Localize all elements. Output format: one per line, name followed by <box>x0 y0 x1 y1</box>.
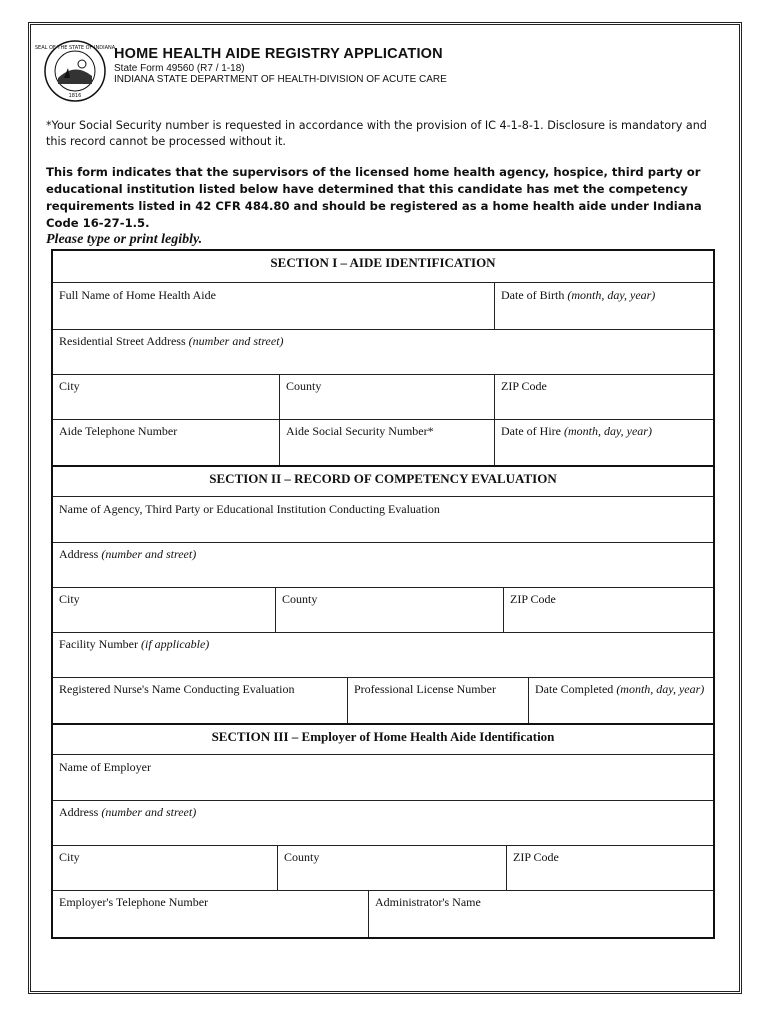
s3-row-city <box>53 845 713 891</box>
street-hint: (number and street) <box>188 334 284 348</box>
section-1-title: SECTION I – AIDE IDENTIFICATION <box>53 251 713 283</box>
agency-county-field[interactable] <box>275 587 503 632</box>
administrator-name-field[interactable] <box>368 890 713 937</box>
hire-label: Date of Hire <box>501 424 561 438</box>
agency-name-field[interactable] <box>53 497 713 542</box>
residential-address-field[interactable] <box>53 329 713 374</box>
completed-hint: (month, day, year) <box>616 682 705 696</box>
department-name: INDIANA STATE DEPARTMENT OF HEALTH-DIVISION OF ACUTE CARE <box>114 74 447 85</box>
aide-zip-field[interactable] <box>494 374 713 419</box>
state-form-number: State Form 49560 (R7 / 1-18) <box>114 63 245 74</box>
dob-label: Date of Birth <box>501 288 565 302</box>
employer-address-label: Address <box>59 805 99 819</box>
s2-row-facility <box>53 632 713 678</box>
facility-hint: (if applicable) <box>140 637 210 651</box>
s1-row-city <box>53 374 713 420</box>
agency-county-label: County <box>282 592 318 606</box>
date-completed-field[interactable] <box>528 677 713 723</box>
aide-phone-field[interactable] <box>53 419 279 465</box>
employer-address-field[interactable] <box>53 800 713 845</box>
facility-label: Facility Number <box>59 637 138 651</box>
agency-address-field[interactable] <box>53 542 713 587</box>
date-of-birth-field[interactable] <box>494 283 713 329</box>
s1-row-name <box>53 283 713 330</box>
full-name-field[interactable] <box>53 283 494 329</box>
agency-city-label: City <box>59 592 80 606</box>
date-of-hire-field[interactable] <box>494 419 713 465</box>
agency-zip-label: ZIP Code <box>510 592 556 606</box>
rn-name-field[interactable] <box>53 677 347 723</box>
facility-number-field[interactable] <box>53 632 713 677</box>
form-title: HOME HEALTH AIDE REGISTRY APPLICATION <box>114 46 443 62</box>
application-form <box>51 249 715 939</box>
s1-row-phone <box>53 419 713 467</box>
agency-address-hint: (number and street) <box>101 547 197 561</box>
aide-ssn-field[interactable] <box>279 419 494 465</box>
s2-row-address <box>53 542 713 588</box>
employer-city-label: City <box>59 850 80 864</box>
section-2-title: SECTION II – RECORD OF COMPETENCY EVALUATION <box>53 467 713 497</box>
phone-label: Aide Telephone Number <box>59 424 178 438</box>
agency-city-field[interactable] <box>53 587 275 632</box>
employer-zip-field[interactable] <box>506 845 713 890</box>
section-3-title: SECTION III – Employer of Home Health Aide Identification <box>53 725 713 755</box>
aide-county-field[interactable] <box>279 374 494 419</box>
s3-row-address <box>53 800 713 846</box>
agency-label: Name of Agency, Third Party or Educational Institution Conducting Evaluation <box>59 502 440 516</box>
s2-row-agency <box>53 497 713 543</box>
ssn-label: Aide Social Security Number* <box>286 424 434 438</box>
employer-phone-label: Employer's Telephone Number <box>59 895 209 909</box>
county-label: County <box>286 379 322 393</box>
s3-row-employer <box>53 755 713 801</box>
zip-label: ZIP Code <box>501 379 547 393</box>
employer-phone-field[interactable] <box>53 890 368 937</box>
ssn-notice: *Your Social Security number is requested in accordance with the provision of IC 4-1-8-1. Disclosure is mandatory and this record cannot be processed without it. <box>46 119 707 148</box>
admin-label: Administrator's Name <box>375 895 481 909</box>
city-label: City <box>59 379 80 393</box>
agency-address-label: Address <box>59 547 99 561</box>
indiana-state-seal <box>34 40 116 102</box>
full-name-label: Full Name of Home Health Aide <box>59 288 216 302</box>
employer-label: Name of Employer <box>59 760 151 774</box>
s2-row-city <box>53 587 713 633</box>
license-label: Professional License Number <box>354 682 496 696</box>
employer-county-field[interactable] <box>277 845 506 890</box>
license-number-field[interactable] <box>347 677 528 723</box>
s2-row-nurse <box>53 677 713 725</box>
competency-notice: This form indicates that the supervisors of the licensed home health agency, hospice, third party or educational institution listed below have determined that this candidate has met the competency requirements listed in 42 CFR 484.80 and should be registered as a home health aide under Indiana Code 16-27-1.5. <box>46 165 702 230</box>
agency-zip-field[interactable] <box>503 587 713 632</box>
svg-text:SEAL OF THE STATE OF INDIANA: SEAL OF THE STATE OF INDIANA <box>34 45 116 51</box>
hire-hint: (month, day, year) <box>563 424 652 438</box>
legibility-instruction: Please type or print legibly. <box>46 232 203 247</box>
employer-name-field[interactable] <box>53 755 713 800</box>
dob-hint: (month, day, year) <box>567 288 656 302</box>
s3-row-phone <box>53 890 713 937</box>
aide-city-field[interactable] <box>53 374 279 419</box>
employer-zip-label: ZIP Code <box>513 850 559 864</box>
rn-name-label: Registered Nurse's Name Conducting Evaluation <box>59 682 295 696</box>
street-label: Residential Street Address <box>59 334 186 348</box>
employer-city-field[interactable] <box>53 845 277 890</box>
employer-address-hint: (number and street) <box>101 805 197 819</box>
s1-row-street <box>53 329 713 375</box>
svg-text:1816: 1816 <box>68 93 82 99</box>
completed-label: Date Completed <box>535 682 614 696</box>
employer-county-label: County <box>284 850 320 864</box>
